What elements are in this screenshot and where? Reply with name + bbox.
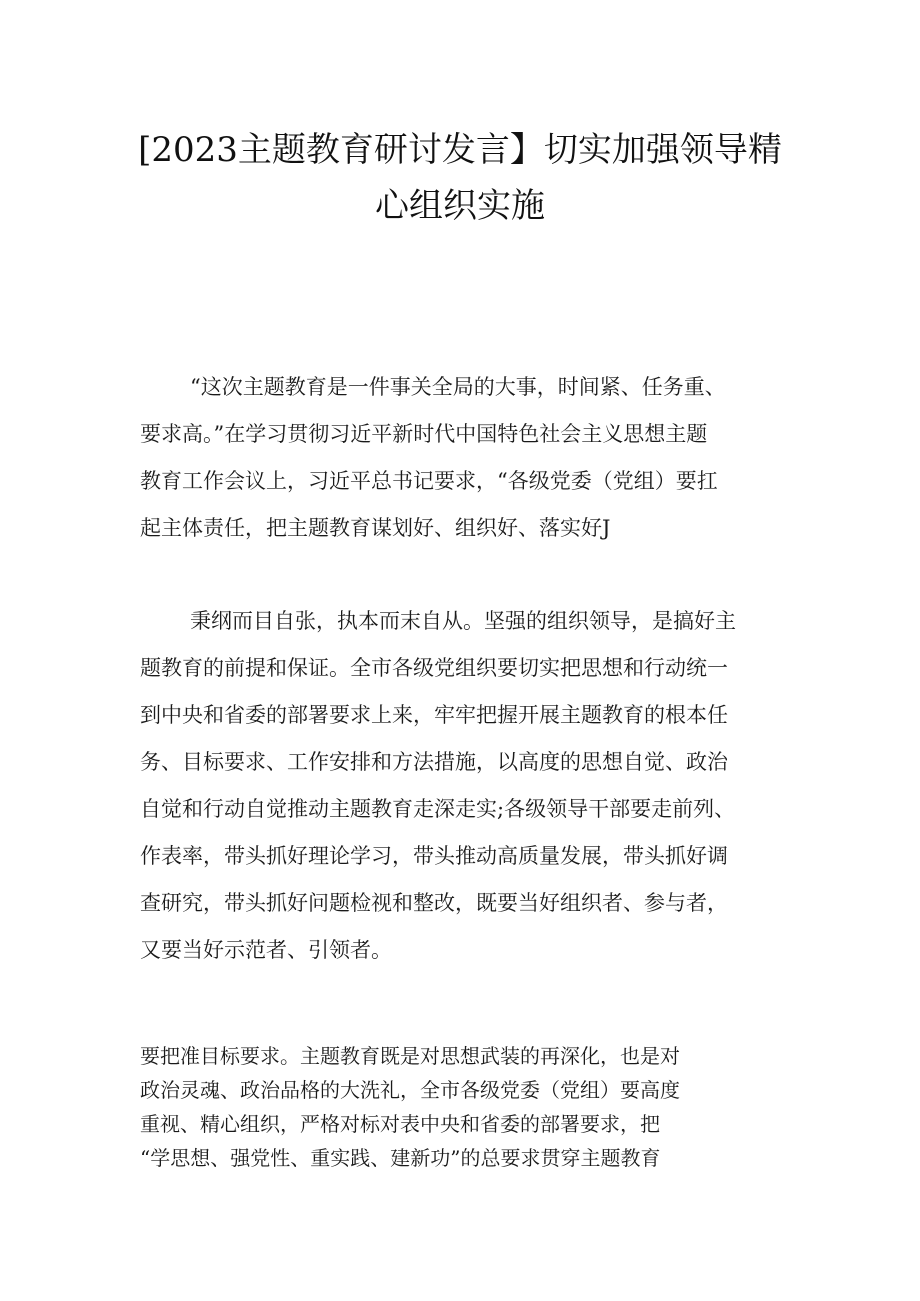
paragraph-line: 起主体责任，把主题教育谋划好、组织好、落实好J [140, 516, 611, 540]
paragraph-line: 政治灵魂、政治品格的大洗礼，全市各级党委（党组）要高度 [140, 1078, 680, 1102]
paragraph-line: 务、目标要求、工作安排和方法措施，以高度的思想自觉、政治 [140, 750, 728, 774]
paragraph-line: “学思想、强党性、重实践、建新功”的总要求贯穿主题教育 [140, 1146, 661, 1170]
paragraph-line: 作表率，带头抓好理论学习，带头推动高质量发展，带头抓好调 [140, 844, 728, 868]
paragraph-line: 查研究，带头抓好问题检视和整改，既要当好组织者、参与者， [140, 891, 728, 915]
paragraph-line: 秉纲而目自张，执本而末自从。坚强的组织领导，是搞好主 [190, 609, 736, 633]
paragraph-line: 要求高。”在学习贯彻习近平新时代中国特色社会主义思想主题 [140, 422, 708, 446]
document-title [60, 122, 860, 234]
paragraph-line: “这次主题教育是一件事关全局的大事，时间紧、任务重、 [190, 375, 726, 399]
paragraph-line: 又要当好示范者、引领者。 [140, 938, 392, 962]
paragraph-3 [140, 1039, 820, 1175]
paragraph-line: 要把准目标要求。主题教育既是对思想武装的再深化，也是对 [140, 1044, 680, 1068]
paragraph-2 [140, 598, 820, 974]
paragraph-line: 到中央和省委的部署要求上来，牢牢把握开展主题教育的根本任 [140, 703, 728, 727]
title-line-1: [2023主题教育研讨发言】切实加强领导精 [138, 130, 782, 170]
paragraph-line: 教育工作会议上，习近平总书记要求，“各级党委（党组）要扛 [140, 469, 718, 493]
title-line-2: 心组织实施 [375, 186, 545, 226]
paragraph-line: 题教育的前提和保证。全市各级党组织要切实把思想和行动统一 [140, 656, 728, 680]
paragraph-line: 重视、精心组织，严格对标对表中央和省委的部署要求，把 [140, 1112, 660, 1136]
paragraph-line: 自觉和行动自觉推动主题教育走深走实;各级领导干部要走前列、 [140, 797, 736, 821]
paragraph-1 [140, 364, 820, 552]
